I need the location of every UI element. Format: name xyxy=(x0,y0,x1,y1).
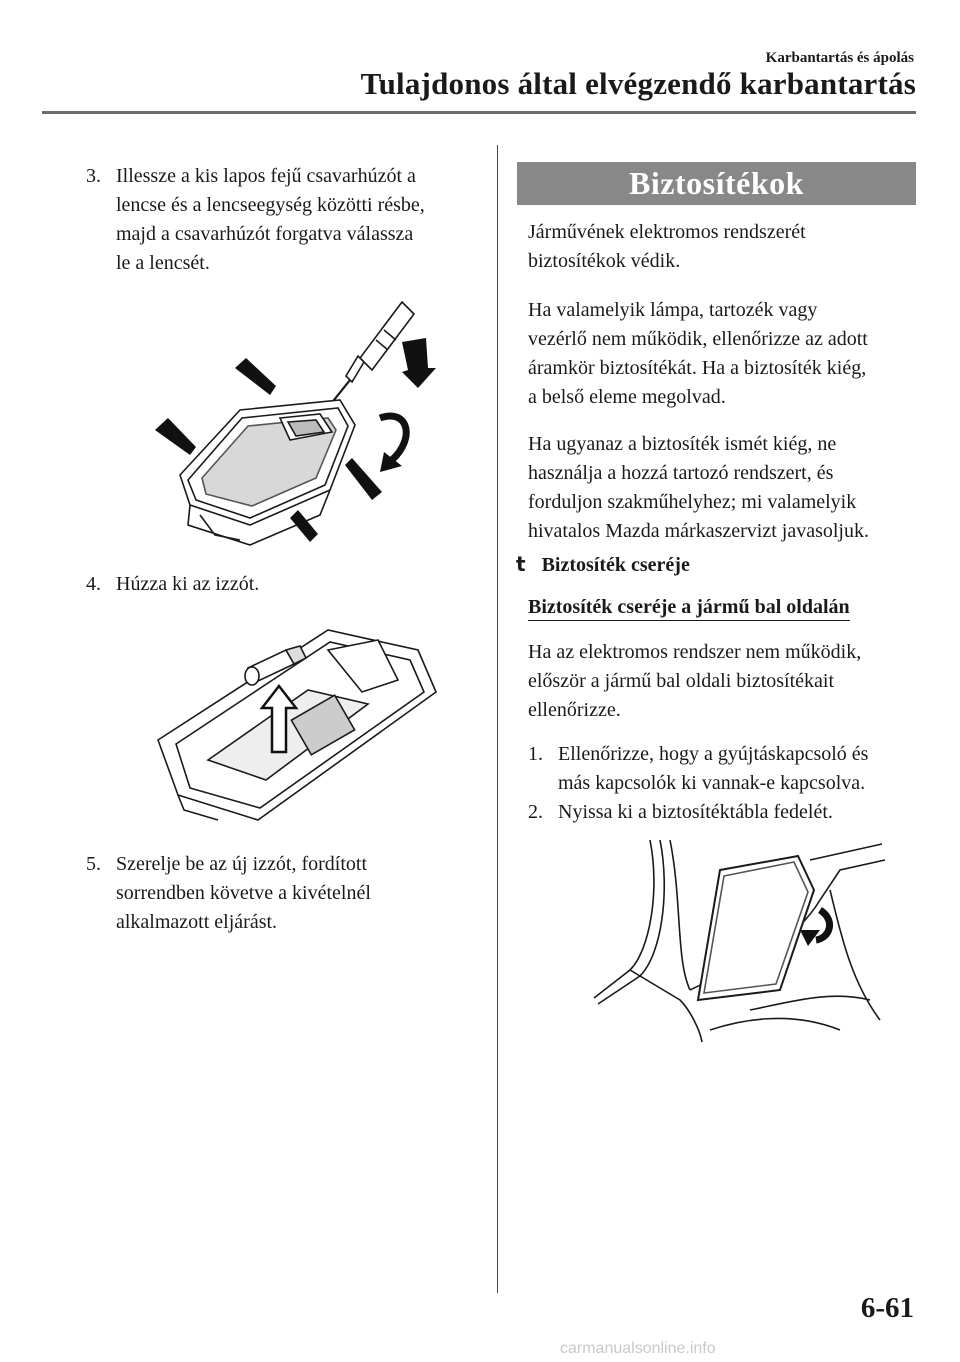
bullet-icon: t xyxy=(516,552,526,576)
lens-removal-illustration xyxy=(140,290,450,560)
step-3 xyxy=(86,162,486,282)
text-line: először a jármű bal oldali biztosítékait xyxy=(528,670,835,692)
section-banner: Biztosítékok xyxy=(517,162,916,205)
header-rule xyxy=(42,111,916,114)
step-line: le a lencsét. xyxy=(116,252,210,274)
step-line: alkalmazott eljárást. xyxy=(116,911,278,933)
underline-heading: Biztosíték cseréje a jármű bal oldalán xyxy=(528,596,850,621)
subheading xyxy=(516,552,690,577)
text-line: vezérlő nem működik, ellenőrizze az adott xyxy=(528,328,868,350)
step-number: 2. xyxy=(528,801,543,823)
step-number: 1. xyxy=(528,743,543,765)
column-divider xyxy=(497,145,498,1293)
step-number: 4. xyxy=(86,573,101,595)
step-line: sorrendben követve a kivételnél xyxy=(116,882,371,904)
subheading-text: Biztosíték cseréje xyxy=(541,554,690,576)
fuse-cover-illustration xyxy=(590,830,890,1050)
step-line: Húzza ki az izzót. xyxy=(116,573,260,595)
text-line: Ha az elektromos rendszer nem működik, xyxy=(528,641,862,663)
step-line: Illessze a kis lapos fejű csavarhúzót a xyxy=(116,165,416,187)
step-line: Ellenőrizze, hogy a gyújtáskapcsoló és xyxy=(558,743,869,765)
step-number: 3. xyxy=(86,165,101,187)
step-line: lencse és a lencseegység közötti résbe, xyxy=(116,194,425,216)
step-2 xyxy=(528,798,928,828)
step-line: Szerelje be az új izzót, fordított xyxy=(116,853,368,875)
text-line: ellenőrizze. xyxy=(528,699,621,721)
text-line: forduljon szakműhelyhez; mi valamelyik xyxy=(528,491,857,513)
text-line: használja a hozzá tartozó rendszert, és xyxy=(528,462,834,484)
text-line: hivatalos Mazda márkaszervizt javasoljuk. xyxy=(528,520,869,542)
text-line: biztosítékok védik. xyxy=(528,250,681,272)
bulb-removal-illustration xyxy=(148,620,448,840)
step-number: 5. xyxy=(86,853,101,875)
step-4 xyxy=(86,570,486,600)
step-line: Nyissa ki a biztosítéktábla fedelét. xyxy=(558,801,833,823)
step-line: majd a csavarhúzót forgatva válassza xyxy=(116,223,414,245)
step-1 xyxy=(528,740,928,800)
paragraph-3 xyxy=(528,430,928,546)
intro-paragraph xyxy=(528,218,928,276)
section-label: Karbantartás és ápolás xyxy=(765,50,914,66)
page-number: 6-61 xyxy=(860,1292,914,1324)
text-line: áramkör biztosítékát. Ha a biztosíték kiég, xyxy=(528,357,867,379)
step-5 xyxy=(86,850,486,940)
page-title: Tulajdonos által elvégzendő karbantartás xyxy=(360,66,916,101)
text-line: Járművének elektromos rendszerét xyxy=(528,221,806,243)
step-line: más kapcsolók ki vannak-e kapcsolva. xyxy=(558,772,866,794)
paragraph-2 xyxy=(528,296,928,412)
watermark: carmanualsonline.info xyxy=(560,1340,716,1357)
text-line: Ha valamelyik lámpa, tartozék vagy xyxy=(528,299,818,321)
paragraph-4 xyxy=(528,638,928,725)
text-line: Ha ugyanaz a biztosíték ismét kiég, ne xyxy=(528,433,837,455)
text-line: a belső eleme megolvad. xyxy=(528,386,726,408)
